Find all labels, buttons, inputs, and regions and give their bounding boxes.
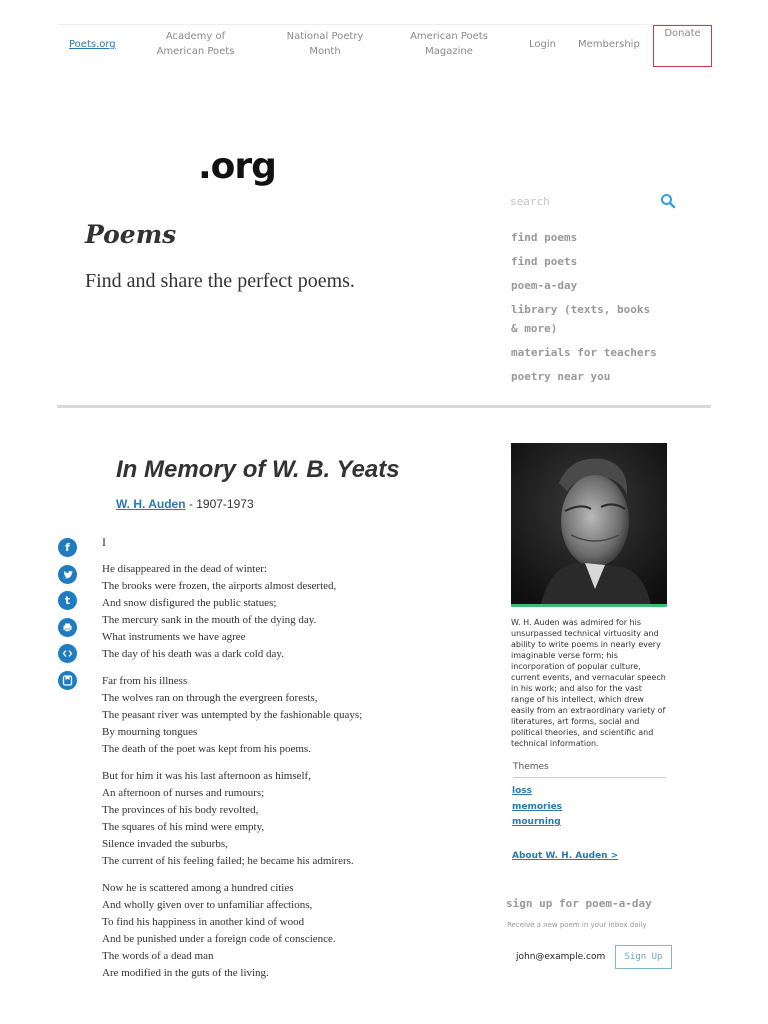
author-link[interactable]: W. H. Auden <box>116 497 186 511</box>
tumblr-icon[interactable]: t <box>58 591 77 610</box>
poem-line: But for him it was his last afternoon as himself, <box>102 770 311 782</box>
search-icon[interactable] <box>660 193 676 209</box>
poem-line: The squares of his mind were empty, <box>102 821 265 833</box>
author-portrait <box>511 443 667 607</box>
side-menu-find-poems[interactable]: find poems <box>511 231 578 244</box>
poem-line: To find his happiness in another kind of wood <box>102 916 305 928</box>
poem-stanza <box>102 768 482 870</box>
facebook-icon[interactable]: f <box>58 538 77 557</box>
theme-link-memories[interactable]: memories <box>512 801 563 812</box>
poem-stanza <box>102 880 482 982</box>
section-divider <box>57 405 711 408</box>
top-nav <box>57 24 711 66</box>
poem-line: Are modified in the guts of the living. <box>102 967 269 979</box>
poem-section-number: I <box>102 535 106 549</box>
poem-body <box>102 534 482 992</box>
poem-line: And be punished under a foreign code of conscience. <box>102 933 336 945</box>
poem-title: In Memory of W. B. Yeats <box>116 456 400 483</box>
poem-line: The words of a dead man <box>102 950 214 962</box>
search-bar <box>510 192 676 212</box>
poem-line: The brooks were frozen, the airports almost deserted, <box>102 580 337 592</box>
poem-byline <box>116 497 254 511</box>
signup-title: sign up for poem-a-day <box>506 897 652 910</box>
side-menu-library[interactable]: library (texts, books & more) <box>511 303 651 335</box>
theme-link-mourning[interactable]: mourning <box>512 817 561 827</box>
poem-line: The provinces of his body revolted, <box>102 804 259 816</box>
share-toolbar <box>58 538 78 698</box>
twitter-icon[interactable] <box>58 565 77 584</box>
signup-subtitle: Receive a new poem in your inbox daily <box>507 921 647 929</box>
poem-line: He disappeared in the dead of winter: <box>102 563 267 575</box>
poem-line: What instruments we have agree <box>102 631 246 643</box>
poem-line: Now he is scattered among a hundred cities <box>102 882 294 894</box>
print-icon[interactable] <box>58 618 77 637</box>
poem-line: The death of the poet was kept from his poems. <box>102 743 311 755</box>
side-menu-find-poets[interactable]: find poets <box>511 255 578 268</box>
poem-line: And snow disfigured the public statues; <box>102 597 277 609</box>
page-title: Poems <box>85 220 177 249</box>
poem-line: An afternoon of nurses and rumours; <box>102 787 265 799</box>
nav-login-link[interactable]: Login <box>529 39 556 50</box>
email-field[interactable] <box>508 947 612 967</box>
author-dates: - 1907-1973 <box>185 497 254 511</box>
themes-list <box>512 784 562 831</box>
poem-stanza <box>102 673 482 758</box>
sign-up-button[interactable]: Sign Up <box>615 945 672 969</box>
poem-line: The peasant river was untempted by the fashionable quays; <box>102 709 363 721</box>
bookmark-icon[interactable] <box>58 671 77 690</box>
poem-line: The wolves ran on through the evergreen forests, <box>102 692 318 704</box>
side-menu-materials-for-teachers[interactable]: materials for teachers <box>511 346 657 359</box>
embed-icon[interactable] <box>58 644 77 663</box>
nav-magazine-link[interactable]: American Poets Magazine <box>410 31 488 57</box>
nav-home-link[interactable]: Poets.org <box>69 39 116 50</box>
author-bio: W. H. Auden was admired for his unsurpassed technical virtuosity and ability to write poems in nearly every imaginable verse form; his incorporation of popular culture, current events, and vernacular speech in his work; and also for the vast range of his intellect, which drew easily from an extraordinary variety of literatures, art forms, social and political theories, and scientific and technical information. <box>511 618 666 748</box>
poem-line: The day of his death was a dark cold day. <box>102 648 284 660</box>
poem-line: The current of his feeling failed; he became his admirers. <box>102 855 354 867</box>
nav-academy-link[interactable]: Academy of American Poets <box>156 31 235 57</box>
themes-heading: Themes <box>513 762 666 778</box>
donate-button[interactable]: Donate <box>653 25 712 67</box>
poem-line: Far from his illness <box>102 675 188 687</box>
side-menu-poem-a-day[interactable]: poem-a-day <box>511 279 578 292</box>
nav-membership-link[interactable]: Membership <box>578 39 640 50</box>
side-menu <box>511 228 661 391</box>
about-author-link[interactable]: About W. H. Auden > <box>512 851 619 861</box>
site-logo[interactable]: .org <box>198 146 276 187</box>
nav-national-poetry-month-link[interactable]: National Poetry Month <box>286 31 364 57</box>
poem-stanza <box>102 561 482 663</box>
poem-line: Silence invaded the suburbs, <box>102 838 228 850</box>
poem-line: By mourning tongues <box>102 726 198 738</box>
side-menu-poetry-near-you[interactable]: poetry near you <box>511 370 611 383</box>
poem-line: And wholly given over to unfamiliar affections, <box>102 899 313 911</box>
page-tagline: Find and share the perfect poems. <box>85 270 355 292</box>
theme-link-loss[interactable]: loss <box>512 786 532 796</box>
search-input[interactable] <box>510 195 650 208</box>
poem-line: The mercury sank in the mouth of the dying day. <box>102 614 317 626</box>
